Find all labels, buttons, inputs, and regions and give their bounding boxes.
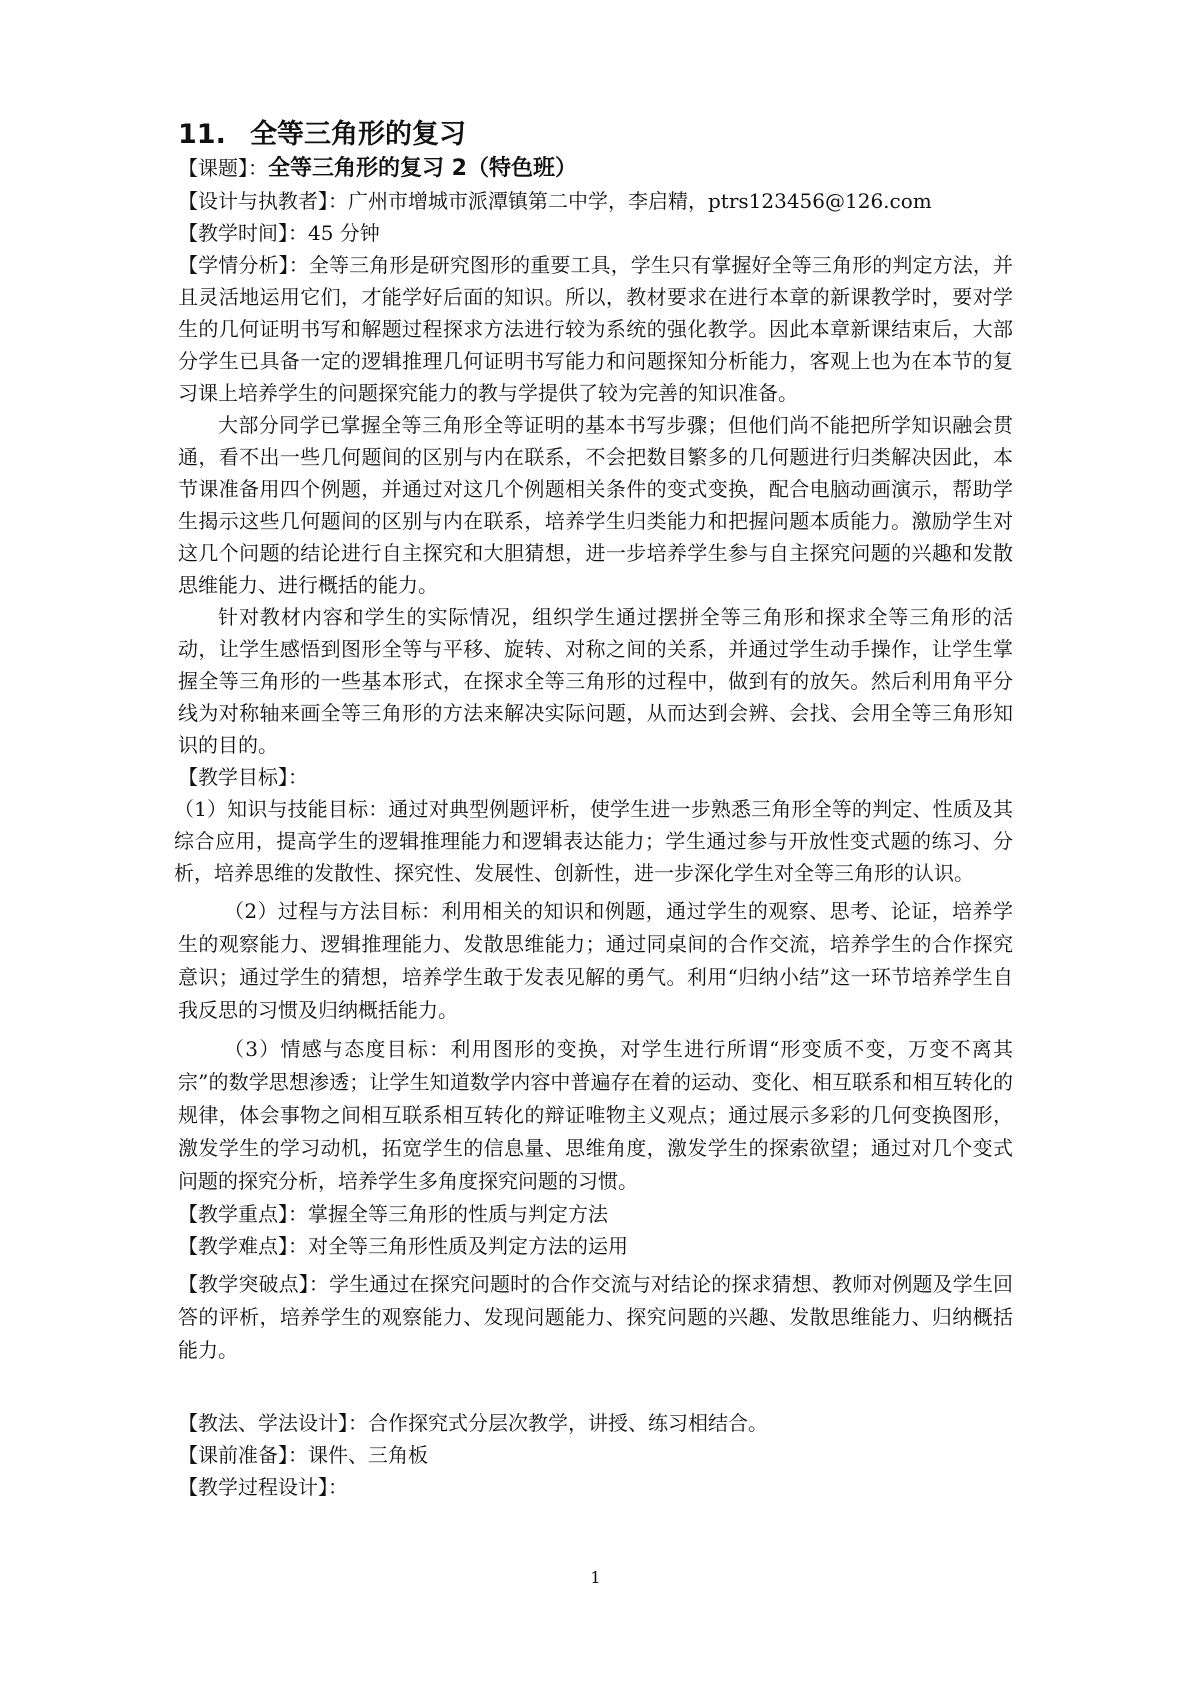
key-label: 【教学重点】： <box>178 1202 308 1226</box>
time-value: 45 分钟 <box>308 221 380 245</box>
breakthrough-value: 学生通过在探究问题时的合作交流与对结论的探求猜想、教师对例题及学生回答的评析，培养学生的观察能力、发现问题能力、探究问题的兴趣、发散思维能力、归纳概括能力。 <box>178 1272 1014 1362</box>
section-title: 全等三角形的复习 <box>250 119 466 150</box>
goal-attitude: （3）情感与态度目标：利用图形的变换，对学生进行所谓“形变质不变，万变不离其宗”的数学思想渗透；让学生知道数学内容中普遍存在着的运动、变化、相互联系和相互转化的规律，体会事物之间相互联系相互转化的辩证唯物主义观点；通过展示多彩的几何变换图形，激发学生的学习动机，拓宽学生的信息量、思维角度，激发学生的探索欲望；通过对几个变式问题的探究分析，培养学生多角度探究问题的习惯。 <box>178 1037 1013 1193</box>
goals-heading: 【教学目标】： <box>178 765 308 789</box>
analysis-label: 【学情分析】： <box>178 253 309 277</box>
analysis-paragraph-1 <box>178 249 1013 409</box>
goal-process: （2）过程与方法目标：利用相关的知识和例题，通过学生的观察、思考、论证，培养学生的观察能力、逻辑推理能力、发散思维能力；通过同桌间的合作交流，培养学生的合作探究意识；通过学生的猜想，培养学生敢于发表见解的勇气。利用“归纳小结”这一环节培养学生自我反思的习惯及归纳概括能力。 <box>178 899 1013 1022</box>
difficulty-value: 对全等三角形性质及判定方法的运用 <box>308 1234 628 1258</box>
lesson-title-line <box>178 152 1013 185</box>
key-point-line <box>178 1198 1013 1230</box>
prep-value: 课件、三角板 <box>308 1443 428 1467</box>
breakthrough-paragraph <box>178 1268 1013 1367</box>
designer-label: 【设计与执教者】： <box>178 189 348 213</box>
section-number: 11. <box>178 119 226 150</box>
page-number: 1 <box>590 1568 601 1587</box>
analysis-text-1: 全等三角形是研究图形的重要工具，学生只有掌握好全等三角形的判定方法，并且灵活地运用它们，才能学好后面的知识。所以，教材要求在进行本章的新课教学时，要对学生的几何证明书写和解题过程探求方法进行较为系统的强化教学。因此本章新课结束后，大部分学生已具备一定的逻辑推理几何证明书写能力和问题探知分析能力，客观上也为在本节的复习课上培养学生的问题探究能力的教与学提供了较为完善的知识准备。 <box>178 253 1014 405</box>
time-label: 【教学时间】： <box>178 221 308 245</box>
difficulty-line <box>178 1230 1013 1262</box>
analysis-paragraph-3: 针对教材内容和学生的实际情况，组织学生通过摆拼全等三角形和探求全等三角形的活动，让学生感悟到图形全等与平移、旋转、对称之间的关系，并通过学生动手操作，让学生掌握全等三角形的一些基本形式，在探求全等三角形的过程中，做到有的放矢。然后利用角平分线为对称轴来画全等三角形的方法来解决实际问题，从而达到会辨、会找、会用全等三角形知识的目的。 <box>178 605 1013 757</box>
analysis-paragraph-2: 大部分同学已掌握全等三角形全等证明的基本书写步骤；但他们尚不能把所学知识融会贯通，看不出一些几何题间的区别与内在联系，不会把数目繁多的几何题进行归类解决因此，本节课准备用四个例题，并通过对这几个例题相关条件的变式变换，配合电脑动画演示，帮助学生揭示这些几何题间的区别与内在联系，培养学生归类能力和把握问题本质能力。激励学生对这几个问题的结论进行自主探究和大胆猜想，进一步培养学生参与自主探究问题的兴趣和发散思维能力、进行概括的能力。 <box>178 413 1013 597</box>
lesson-label: 【课题】： <box>178 156 268 180</box>
designer-line <box>178 185 1013 217</box>
prep-line <box>178 1439 1013 1471</box>
page-content <box>174 118 1014 1503</box>
blank-line <box>178 1367 1013 1407</box>
key-value: 掌握全等三角形的性质与判定方法 <box>308 1202 608 1226</box>
prep-label: 【课前准备】： <box>178 1443 308 1467</box>
breakthrough-label: 【教学突破点】： <box>178 1272 329 1296</box>
designer-value: 广州市增城市派潭镇第二中学，李启精，ptrs123456@126.com <box>348 189 932 213</box>
lesson-title: 全等三角形的复习 2（特色班） <box>268 156 577 181</box>
method-line <box>178 1407 1013 1439</box>
goal-knowledge: （1）知识与技能目标：通过对典型例题评析，使学生进一步熟悉三角形全等的判定、性质及其综合应用，提高学生的逻辑推理能力和逻辑表达能力；学生通过参与开放性变式题的练习、分析，培养思维的发散性、探究性、发展性、创新性，进一步深化学生对全等三角形的认识。 <box>174 797 1013 885</box>
time-line <box>178 217 1013 249</box>
process-heading: 【教学过程设计】： <box>178 1475 348 1499</box>
method-value: 合作探究式分层次教学，讲授、练习相结合。 <box>368 1411 768 1435</box>
method-label: 【教法、学法设计】： <box>178 1411 368 1435</box>
difficulty-label: 【教学难点】： <box>178 1234 308 1258</box>
section-heading <box>178 118 1013 152</box>
